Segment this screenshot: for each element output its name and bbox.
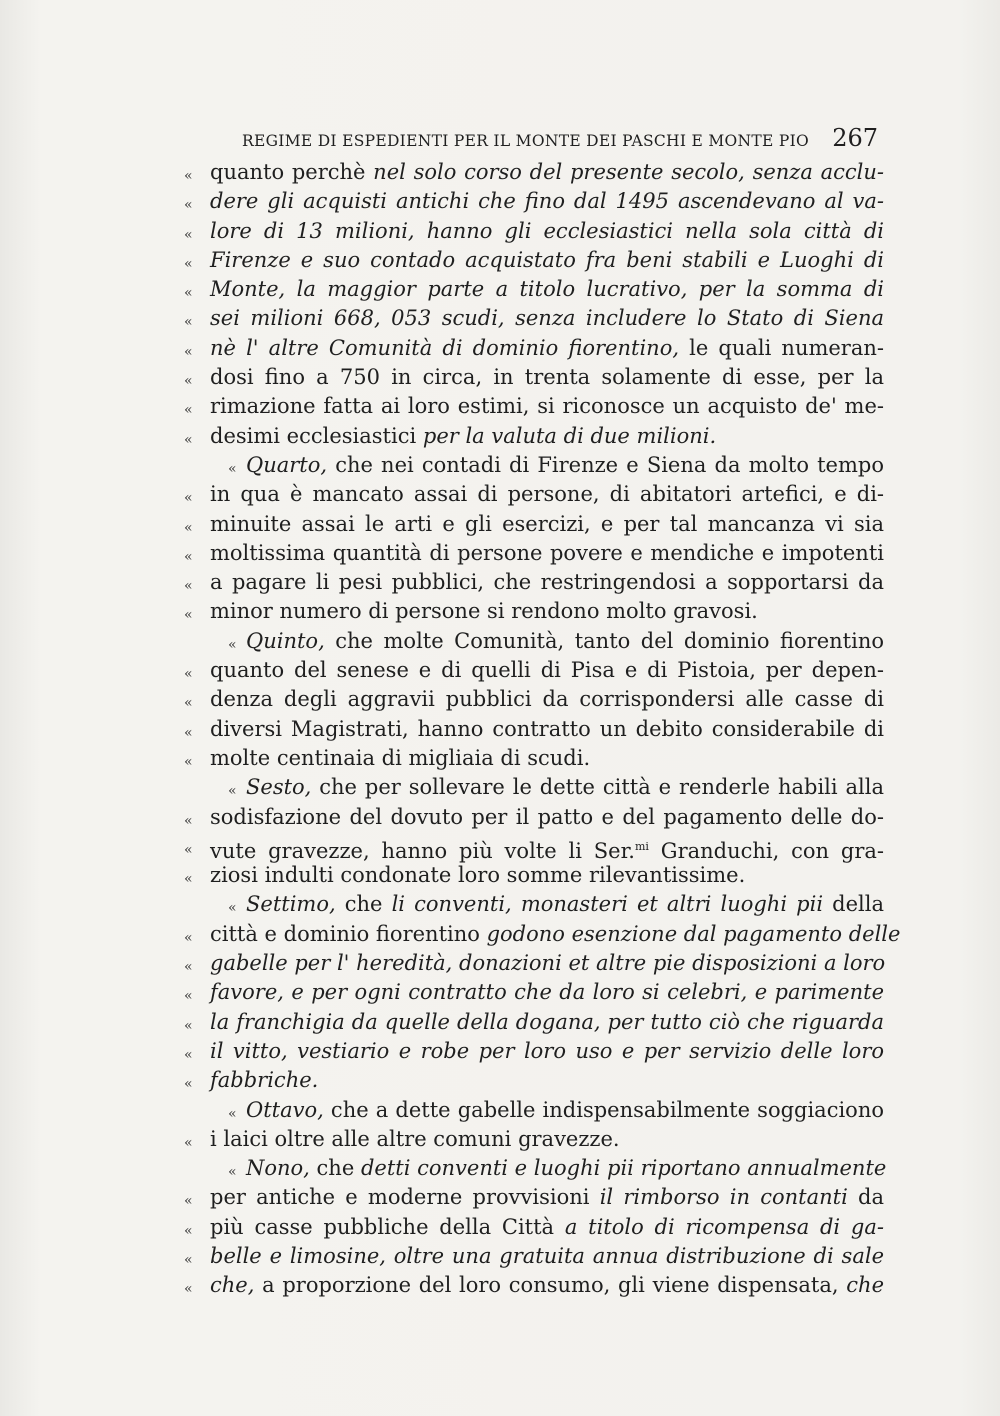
text-segment: a proporzione del loro consumo, gli viene dispensata, [254, 1273, 847, 1298]
quote-mark: « [184, 812, 193, 829]
text-segment: che [309, 1156, 361, 1181]
text-line [184, 363, 884, 392]
text-line [184, 597, 884, 626]
text-line [184, 217, 884, 246]
text-line [184, 568, 884, 597]
text-segment: da [847, 1185, 884, 1210]
text-line [184, 187, 884, 216]
text-line [184, 890, 884, 919]
quote-mark: « [184, 1017, 193, 1034]
quote-mark: « [184, 373, 193, 390]
quote-mark: « [184, 988, 193, 1005]
text-segment: a pagare li pesi pubblici, che restringendosi a sopportarsi da [210, 570, 884, 595]
quote-mark: « [184, 285, 193, 302]
text-line [184, 510, 884, 539]
italic-segment: godono esenzione dal pagamento delle [486, 921, 901, 946]
line-text [246, 890, 884, 919]
line-text [246, 773, 884, 802]
text-line [184, 246, 884, 275]
text-segment: rimazione fatta ai loro estimi, si riconosce un acquisto de' me- [210, 394, 884, 419]
text-line [184, 1008, 884, 1037]
quote-mark: « [184, 314, 193, 331]
line-text [210, 803, 884, 832]
italic-segment: sei milioni 668, 053 scudi, senza includere lo Stato di Siena [210, 306, 884, 331]
line-text [210, 685, 884, 714]
text-segment: quanto perchè [210, 160, 374, 184]
text-line [184, 334, 884, 363]
text-line [184, 1066, 884, 1095]
quote-mark: « [228, 1164, 237, 1181]
quote-mark: « [184, 343, 193, 360]
italic-segment: li conventi, monasteri et altri luoghi pii [391, 892, 824, 917]
text-line [184, 832, 884, 861]
quote-mark: « [184, 666, 193, 683]
line-text [210, 1242, 884, 1271]
text-segment: moltissima quantità di persone povere e mendiche e impotenti [210, 540, 884, 565]
text-segment: le quali numeran- [679, 335, 884, 360]
quote-mark: « [184, 1222, 193, 1239]
text-segment: che a dette gabelle indispensabilmente soggiaciono [323, 1097, 884, 1122]
text-line [184, 685, 884, 714]
italic-segment: la franchigia da quelle della dogana, per tutto ciò che riguarda [210, 1009, 884, 1034]
line-text [210, 158, 884, 187]
line-text [246, 1096, 884, 1125]
line-text [210, 861, 884, 890]
italic-segment: belle e limosine, oltre una gratuita annua distribuzione di sale [210, 1243, 884, 1268]
line-text [210, 422, 884, 451]
quote-mark: « [228, 636, 237, 653]
line-text [210, 1037, 884, 1066]
quote-mark: « [184, 431, 193, 448]
quote-mark: « [184, 871, 193, 888]
quote-mark: « [184, 753, 193, 770]
text-line [184, 627, 884, 656]
text-segment: Granduchi, con gra- [648, 838, 885, 863]
text-line [184, 1271, 884, 1300]
line-text [210, 392, 884, 421]
italic-segment: per la valuta di due milioni. [422, 423, 717, 448]
quote-mark: « [184, 607, 193, 624]
line-text [210, 715, 884, 744]
quote-mark: « [184, 226, 193, 243]
text-segment: minor numero di persone si rendono molto gravosi. [210, 599, 758, 624]
line-text [246, 451, 884, 480]
text-segment: dosi fino a 750 in circa, in trenta solamente di esse, per la [210, 365, 884, 390]
text-line [184, 1213, 884, 1242]
line-text [210, 978, 884, 1007]
body-text [184, 158, 901, 1301]
quote-mark: « [184, 490, 193, 507]
line-text [246, 1154, 887, 1183]
italic-segment: favore, e per ogni contratto che da loro si celebri, e parimente [210, 980, 884, 1005]
text-line [184, 861, 884, 890]
text-line [184, 480, 884, 509]
line-text [210, 510, 884, 539]
italic-segment: fabbriche. [210, 1068, 319, 1093]
quote-mark: « [184, 548, 193, 565]
text-segment: i laici oltre alle altre comuni gravezze. [210, 1126, 620, 1151]
quote-mark: « [184, 519, 193, 536]
page-header [242, 122, 882, 156]
line-text [210, 744, 884, 773]
line-text [210, 1183, 884, 1212]
text-line [184, 451, 884, 480]
italic-segment: nè l' altre Comunità di dominio fiorentino, [210, 335, 680, 360]
text-line [184, 715, 884, 744]
text-line [184, 803, 884, 832]
text-segment: in qua è mancato assai di persone, di abitatori artefici, e di- [210, 482, 884, 507]
quote-mark: « [184, 578, 193, 595]
italic-segment: dere gli acquisti antichi che fino dal 1495 ascendevano al va- [210, 189, 884, 214]
text-segment: denza degli aggravii pubblici da corrispondersi alle casse di [210, 687, 884, 712]
text-segment: che [335, 892, 392, 917]
text-line [184, 1154, 887, 1183]
quote-mark: « [184, 724, 193, 741]
italic-segment: gabelle per l' heredità, donazioni et altre pie disposizioni a loro [210, 951, 886, 976]
text-segment: ziosi indulti condonate loro somme rilevantissime. [210, 863, 746, 888]
italic-segment: Ottavo, [246, 1097, 324, 1122]
text-segment: molte centinaia di migliaia di scudi. [210, 745, 591, 770]
text-segment: che nei contadi di Firenze e Siena da molto tempo [327, 452, 884, 477]
line-text [210, 304, 884, 333]
text-segment: vute gravezze, hanno più volte li Ser. [210, 838, 635, 863]
line-text [210, 597, 884, 626]
text-line [184, 773, 884, 802]
text-segment: più casse pubbliche della Città [210, 1214, 565, 1239]
text-segment: della [823, 892, 884, 917]
italic-segment: Settimo, [246, 892, 336, 917]
text-segment: minuite assai le arti e gli esercizi, e per tal mancanza vi sia [210, 511, 884, 536]
quote-mark: « [184, 1134, 193, 1151]
italic-segment: che, [210, 1273, 255, 1298]
line-text [210, 1066, 884, 1095]
quote-mark: « [184, 695, 193, 712]
line-text [210, 539, 884, 568]
text-line [184, 1096, 884, 1125]
text-line [184, 1242, 884, 1271]
text-line [184, 304, 884, 333]
italic-segment: il rimborso in contanti [599, 1185, 848, 1210]
text-line [184, 656, 884, 685]
quote-mark: « [184, 402, 193, 419]
quote-mark: « [184, 929, 193, 946]
quote-mark: « [184, 1251, 193, 1268]
quote-mark: « [184, 959, 193, 976]
line-text [246, 627, 884, 656]
italic-segment: Quarto, [246, 452, 328, 477]
text-line [184, 744, 884, 773]
italic-segment: Firenze e suo contado acquistato fra beni stabili e Luoghi di [210, 247, 884, 272]
quote-mark: « [184, 841, 193, 858]
text-line [184, 949, 884, 978]
italic-segment: lore di 13 milioni, hanno gli ecclesiastici nella sola città di [210, 218, 884, 243]
quote-mark: « [184, 1281, 193, 1298]
text-segment: che per sollevare le dette città e renderle habili alla [311, 775, 884, 800]
superscript: mi [635, 839, 649, 853]
quote-mark: « [228, 1105, 237, 1122]
text-line [184, 392, 884, 421]
text-segment: che molte Comunità, tanto del dominio fiorentino [324, 628, 884, 653]
text-line [184, 539, 884, 568]
italic-segment: a titolo di ricompensa di ga- [564, 1214, 884, 1239]
text-line [184, 422, 884, 451]
line-text [210, 949, 884, 978]
quote-mark: « [184, 168, 193, 184]
line-text [210, 1213, 884, 1242]
text-line [184, 275, 884, 304]
quote-mark: « [228, 900, 237, 917]
line-text [210, 568, 884, 597]
text-segment: sodisfazione del dovuto per il patto e del pagamento delle do- [210, 804, 884, 829]
text-segment: desimi ecclesiastici [210, 423, 423, 448]
italic-segment: detti conventi e luoghi pii riportano annualmente [360, 1156, 887, 1181]
line-text [210, 1271, 884, 1300]
running-title: REGIME DI ESPEDIENTI PER IL MONTE DEI PASCHI E MONTE PIO [242, 132, 810, 150]
line-text [210, 1008, 884, 1037]
line-text [210, 246, 884, 275]
text-line [184, 978, 884, 1007]
text-segment: diversi Magistrati, hanno contratto un debito considerabile di [210, 716, 884, 741]
italic-segment: il vitto, vestiario e robe per loro uso e per servizio delle loro [210, 1038, 884, 1063]
quote-mark: « [184, 1193, 193, 1210]
text-line [184, 920, 901, 949]
italic-segment: Quinto, [246, 628, 325, 653]
page-number: 267 [832, 124, 878, 152]
italic-segment: nel solo corso del presente secolo, senza acclu- [373, 160, 884, 184]
italic-segment: Sesto, [246, 775, 312, 800]
text-segment: città e dominio fiorentino [210, 921, 487, 946]
line-text [210, 275, 884, 304]
line-text [210, 334, 884, 363]
quote-mark: « [184, 197, 193, 214]
quote-mark: « [228, 460, 237, 477]
quote-mark: « [228, 783, 237, 800]
italic-segment: Nono, [246, 1156, 310, 1181]
line-text [210, 187, 884, 216]
line-text [210, 920, 901, 949]
line-text [210, 217, 884, 246]
text-line [184, 158, 884, 187]
quote-mark: « [184, 255, 193, 272]
text-line [184, 1183, 884, 1212]
text-segment: per antiche e moderne provvisioni [210, 1185, 600, 1210]
text-line [184, 1125, 884, 1154]
quote-mark: « [184, 1046, 193, 1063]
quote-mark: « [184, 1076, 193, 1093]
text-segment: quanto del senese e di quelli di Pisa e di Pistoia, per depen- [210, 658, 884, 683]
line-text [210, 363, 884, 392]
line-text [210, 656, 884, 685]
italic-segment: che [846, 1273, 884, 1298]
italic-segment: Monte, la maggior parte a titolo lucrativo, per la somma di [210, 277, 884, 302]
line-text [210, 1125, 884, 1154]
line-text [210, 480, 884, 509]
text-line [184, 1037, 884, 1066]
